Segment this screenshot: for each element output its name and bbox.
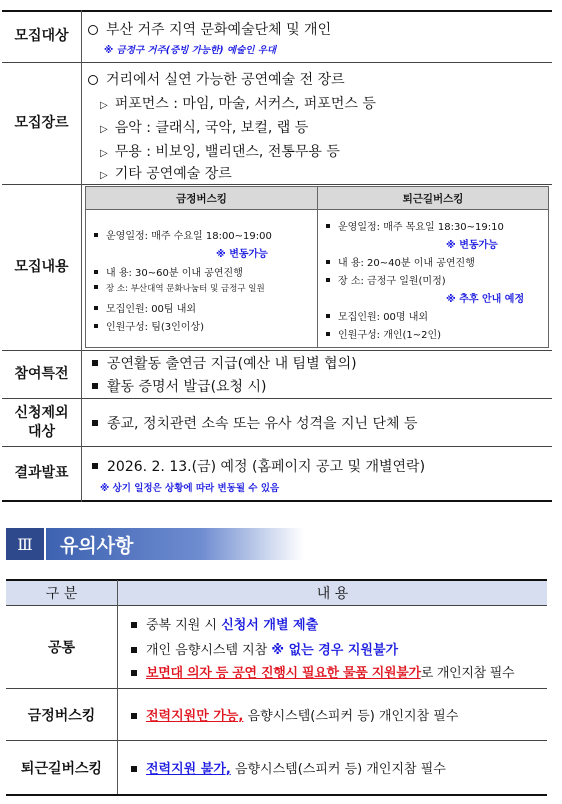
geumjeong-schedule: 운영일정: 매주 수요일 18:00~19:00 — [94, 227, 272, 242]
row-divider — [2, 350, 552, 351]
genre-main: 거리에서 실연 가능한 공연예술 전 장르 — [88, 69, 345, 89]
square-bullet-icon — [131, 713, 137, 719]
circle-bullet-icon — [88, 75, 98, 85]
row-label-excluded: 신청제외 대상 — [14, 404, 69, 440]
section-title: 유의사항 — [46, 528, 304, 560]
row-label-common: 공통 — [47, 640, 76, 656]
square-bullet-icon — [92, 463, 98, 469]
genre-item: ▷ 기타 공연예술 장르 — [100, 166, 232, 182]
row-label-result: 결과발표 — [14, 465, 69, 481]
column-divider — [117, 580, 118, 794]
row-label-benefits: 참여특전 — [14, 366, 69, 382]
square-bullet-icon — [131, 622, 137, 628]
genre-item: ▷ 무용 : 비보잉, 밸리댄스, 전통무용 등 — [100, 144, 340, 160]
commute-notice: 전력지원 불가, 음향시스템(스피커 등) 개인지참 필수 — [131, 758, 446, 777]
commute-place: 장 소: 금정구 일원(미정) — [326, 272, 446, 287]
commute-place-note: ※ 추후 안내 예정 — [446, 294, 525, 305]
row-label-commute: 퇴근길버스킹 — [20, 760, 103, 777]
target-note: ※ 금정구 거주(증빙 가능한) 예술인 우대 — [104, 45, 277, 56]
square-bullet-icon — [92, 360, 98, 366]
square-bullet-icon — [131, 766, 137, 772]
busking-header-commute: 퇴근길버스킹 — [318, 187, 548, 210]
table-border-top — [2, 10, 552, 12]
commute-content: 내 용: 20~40분 이내 공연진행 — [326, 254, 475, 269]
row-label-genre: 모집장르 — [14, 115, 69, 131]
genre-item: ▷ 음악 : 클래식, 국악, 보컬, 랩 등 — [100, 120, 309, 136]
commute-count: 모집인원: 00명 내외 — [326, 308, 428, 323]
row-label-target: 모집대상 — [14, 28, 69, 44]
common-line-1: 중복 지원 시 신청서 개별 제출 — [131, 614, 318, 633]
notice-border-bottom — [6, 794, 547, 796]
commute-members: 인원구성: 개인(1~2인) — [326, 326, 441, 341]
row-label-geumjeong: 금정버스킹 — [27, 707, 96, 724]
busking-table — [85, 186, 549, 348]
triangle-bullet-icon: ▷ — [100, 148, 108, 159]
header-category: 구 분 — [45, 585, 78, 602]
square-bullet-icon — [131, 647, 137, 653]
table-border-bottom — [2, 500, 552, 502]
commute-schedule: 운영일정: 매주 목요일 18:30~19:10 — [326, 218, 504, 233]
triangle-bullet-icon: ▷ — [100, 124, 108, 135]
header-content: 내 용 — [316, 585, 349, 602]
square-bullet-icon — [92, 383, 98, 389]
benefit-item: 활동 증명서 발급(요청 시) — [92, 376, 267, 396]
row-divider — [2, 398, 552, 399]
square-bullet-icon — [131, 670, 137, 676]
geumjeong-schedule-note: ※ 변동가능 — [216, 249, 268, 260]
common-line-2: 개인 음향시스템 지참 ※ 없는 경우 지원불가 — [131, 639, 398, 658]
result-item: 2026. 2. 13.(금) 예정 (홈페이지 공고 및 개별연락) — [92, 456, 425, 476]
common-line-3: 보면대 의자 등 공연 진행시 필요한 물품 지원불가로 개인지참 필수 — [131, 662, 514, 681]
section-number: Ⅲ — [6, 528, 44, 560]
geumjeong-content: 내 용: 30~60분 이내 공연진행 — [94, 264, 243, 279]
geumjeong-members: 인원구성: 팀(3인이상) — [94, 318, 204, 333]
commute-schedule-note: ※ 변동가능 — [446, 240, 498, 251]
geumjeong-notice: 전력지원만 가능, 음향시스템(스피커 등) 개인지참 필수 — [131, 705, 458, 724]
row-divider — [2, 184, 552, 185]
row-label-content: 모집내용 — [14, 259, 69, 275]
result-note: ※ 상기 일정은 상황에 따라 변동될 수 있음 — [100, 483, 280, 494]
row-divider — [2, 62, 552, 63]
triangle-bullet-icon: ▷ — [100, 170, 108, 181]
circle-bullet-icon — [88, 25, 98, 35]
benefit-item: 공연활동 출연금 지급(예산 내 팀별 협의) — [92, 353, 357, 373]
square-bullet-icon — [92, 420, 98, 426]
busking-header-geumjeong: 금정버스킹 — [86, 187, 317, 210]
busking-column-divider — [317, 187, 318, 347]
row-divider — [2, 446, 552, 447]
geumjeong-place: 장 소: 부산대역 문화나눔터 및 금정구 일원 — [94, 282, 265, 294]
triangle-bullet-icon: ▷ — [100, 100, 108, 111]
geumjeong-count: 모집인원: 00팀 내외 — [94, 300, 196, 315]
column-divider — [81, 10, 82, 502]
target-item: 부산 거주 지역 문화예술단체 및 개인 — [88, 19, 331, 39]
genre-item: ▷ 퍼포먼스 : 마임, 마술, 서커스, 퍼포먼스 등 — [100, 96, 376, 112]
excluded-item: 종교, 정치관련 소속 또는 유사 성격을 지닌 단체 등 — [92, 413, 418, 433]
